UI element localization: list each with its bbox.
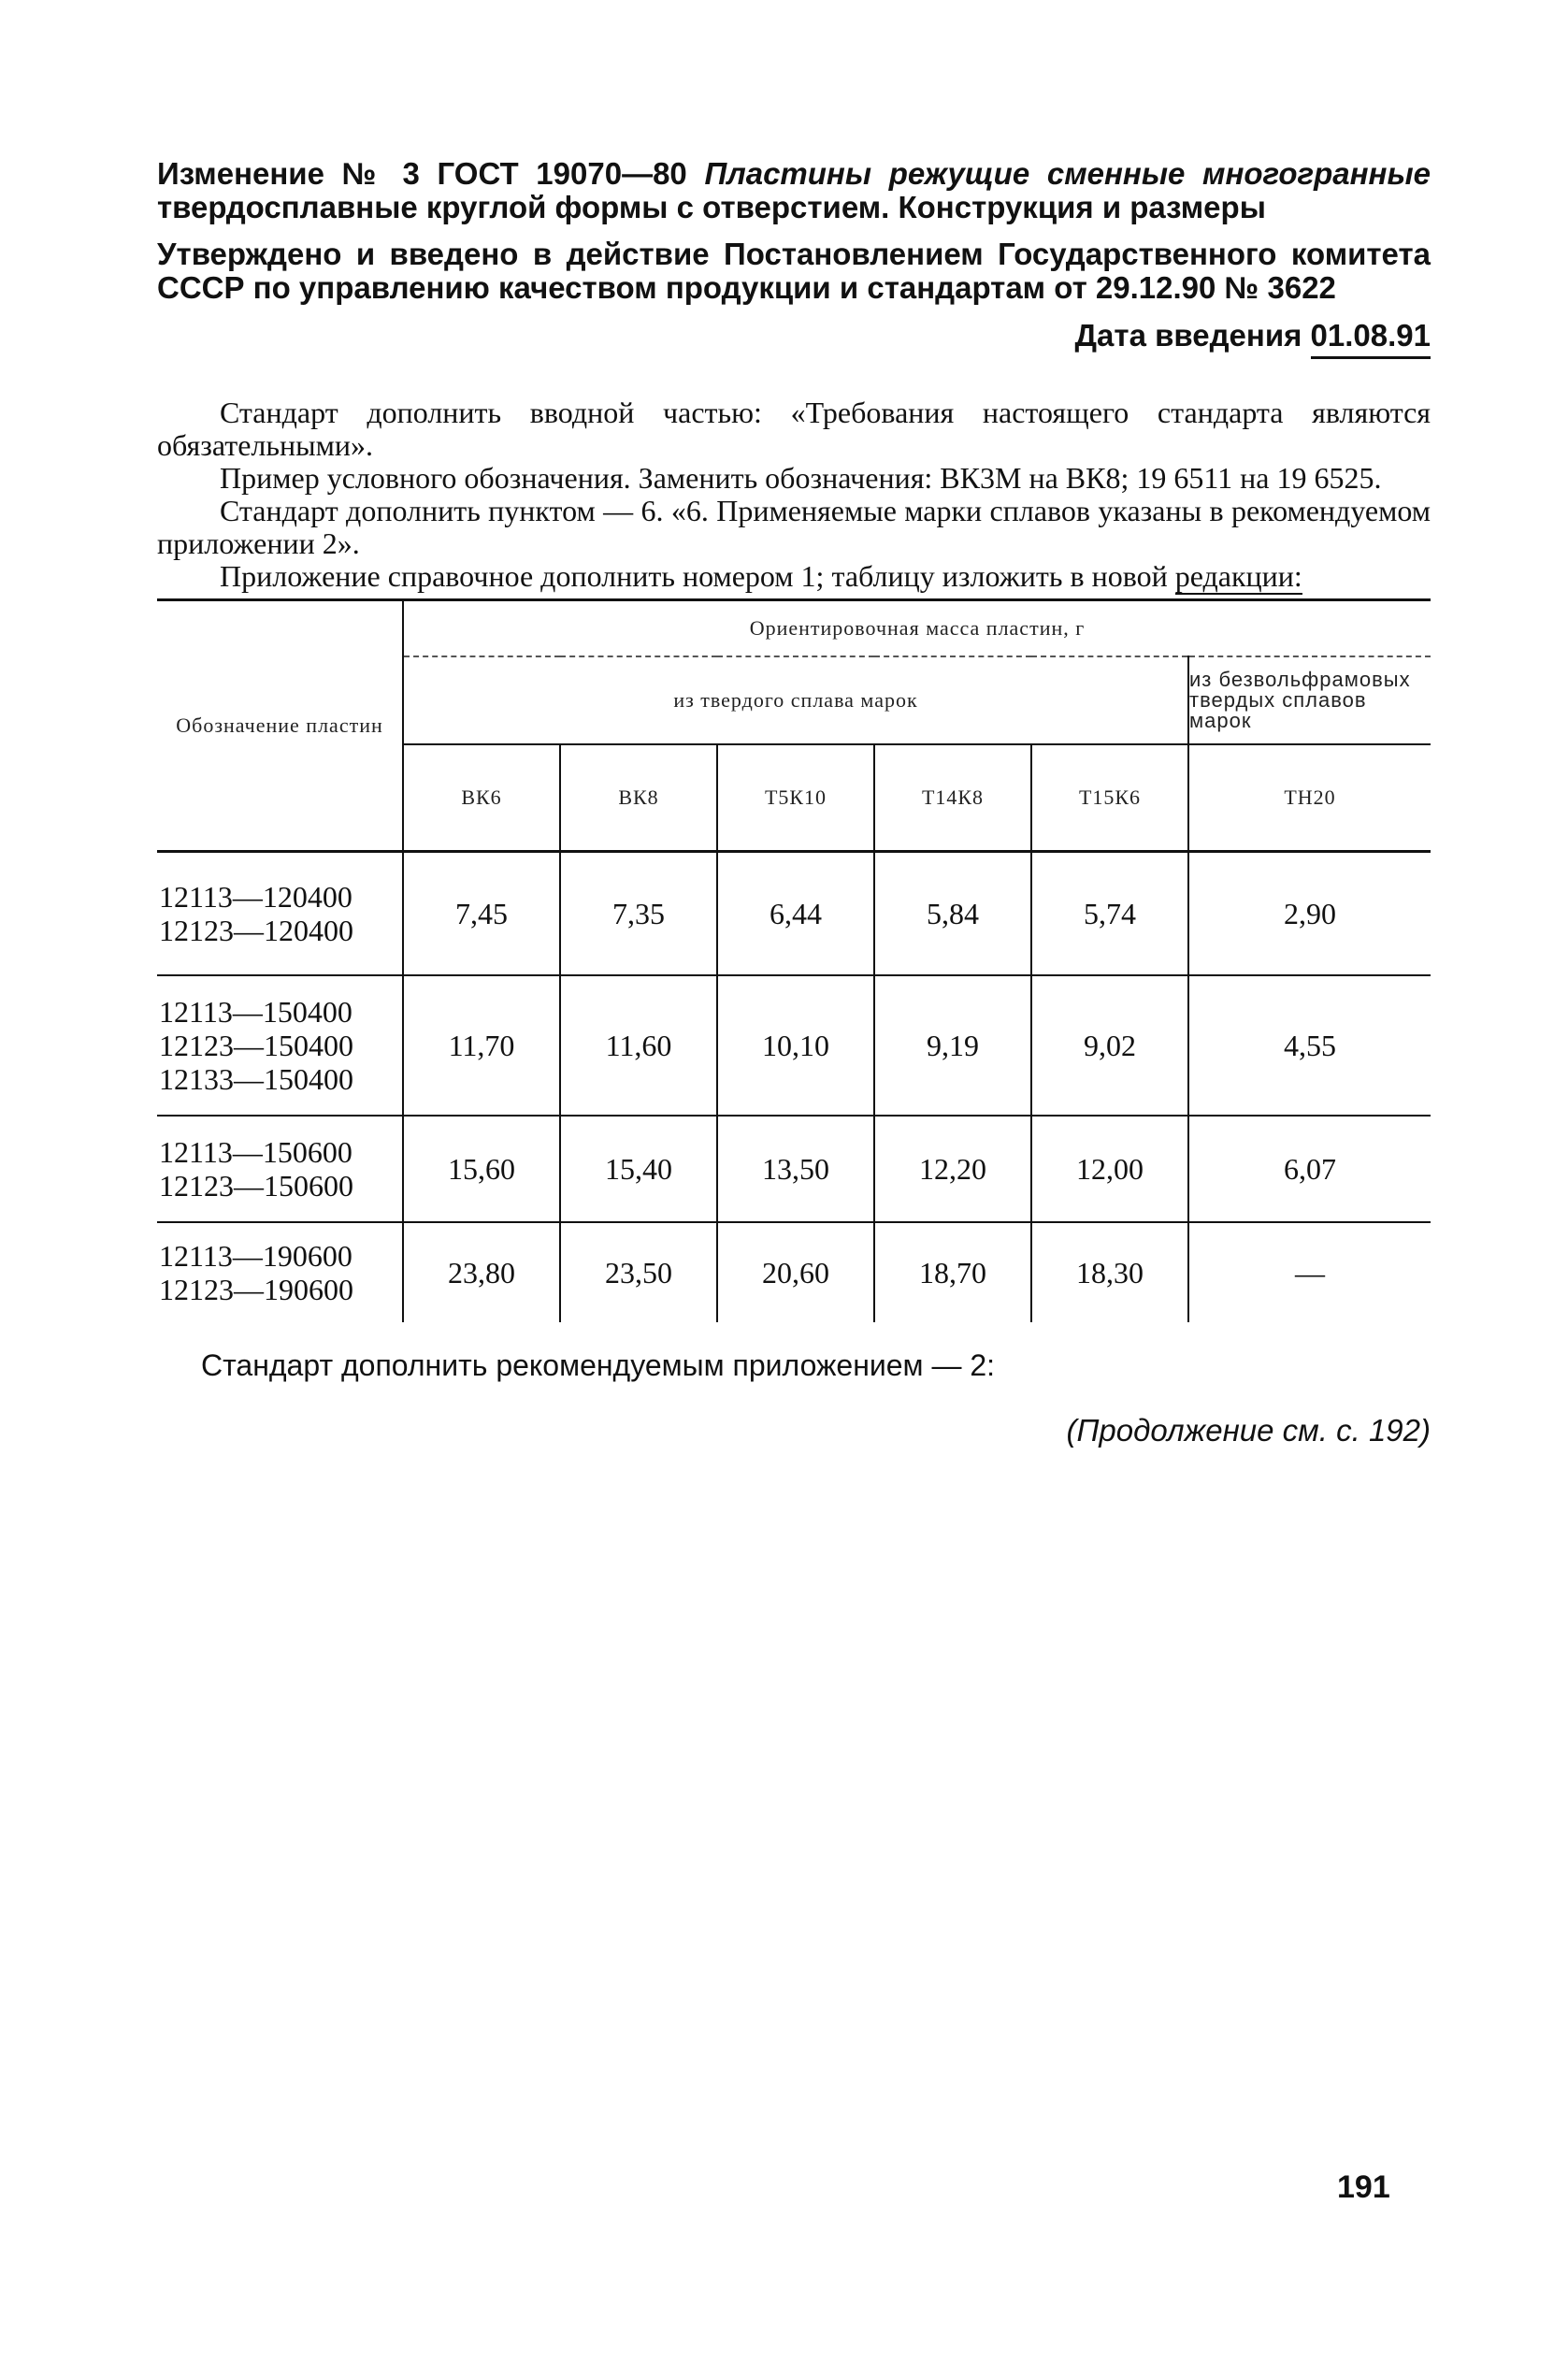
designation-cell (157, 1116, 403, 1222)
mass-cell: 18,70 (874, 1222, 1031, 1322)
hard-alloy-header: из твердого сплава марок (403, 656, 1188, 744)
mass-cell: 9,02 (1031, 975, 1188, 1116)
designation-cell (157, 852, 403, 976)
grade-header: ТН20 (1188, 744, 1431, 852)
grade-header: Т5К10 (717, 744, 874, 852)
paragraph-3: Стандарт дополнить пунктом — 6. «6. Применяемые марки сплавов указаны в рекомендуемом приложении 2». (157, 494, 1431, 560)
mass-cell: 13,50 (717, 1116, 874, 1222)
grade-header: ВК8 (560, 744, 717, 852)
continuation-note: (Продолжение см. с. 192) (1066, 1413, 1431, 1448)
appendix-note: Стандарт дополнить рекомендуемым приложением — 2: (201, 1348, 996, 1382)
grade-header: Т15К6 (1031, 744, 1188, 852)
mass-cell: 4,55 (1188, 975, 1431, 1116)
approval-statement: Утверждено и введено в действие Постановлением Государственного комитета СССР по управлению качеством продукции и стандартам от 29.12.90 № 3622 (157, 237, 1431, 305)
mass-cell: 18,30 (1031, 1222, 1188, 1322)
mass-cell: 6,44 (717, 852, 874, 976)
plate-mass-table (157, 598, 1431, 1322)
designation-code: 12113—150600 (159, 1135, 352, 1169)
paragraph-1: Стандарт дополнить вводной частью: «Требования настоящего стандарта являются обязательными». (157, 396, 1431, 462)
table-row (157, 1116, 1431, 1222)
designation-header: Обозначение пластин (157, 600, 403, 852)
mass-cell: 15,60 (403, 1116, 560, 1222)
amendment-heading (157, 157, 1431, 224)
paragraph-2: Пример условного обозначения. Заменить обозначения: ВК3М на ВК8; 19 6511 на 19 6525. (220, 461, 1382, 495)
designation-cell (157, 975, 403, 1116)
page-number: 191 (1337, 2169, 1390, 2205)
mass-cell: 2,90 (1188, 852, 1431, 976)
paragraph-4-underlined: редакции: (1174, 559, 1302, 593)
mass-cell: — (1295, 1255, 1325, 1290)
mass-cell: 10,10 (717, 975, 874, 1116)
designation-code: 12123—190600 (159, 1273, 353, 1306)
mass-cell: 20,60 (717, 1222, 874, 1322)
mass-cell: 9,19 (874, 975, 1031, 1116)
tungsten-free-header: из безвольфрамовых твердых сплавов марок (1188, 656, 1431, 744)
paragraph-4 (157, 560, 1431, 593)
mass-cell: 15,40 (560, 1116, 717, 1222)
designation-code: 12123—150600 (159, 1169, 353, 1203)
effective-date-line (157, 318, 1431, 353)
table-row (157, 975, 1431, 1116)
amendment-prefix: Изменение № 3 ГОСТ 19070—80 (157, 156, 705, 191)
mass-cell: 5,74 (1031, 852, 1188, 976)
mass-cell: 5,84 (874, 852, 1031, 976)
mass-cell: 11,70 (403, 975, 560, 1116)
designation-code: 12123—150400 (159, 1029, 353, 1062)
mass-cell: 7,35 (560, 852, 717, 976)
designation-code: 12113—190600 (159, 1239, 352, 1273)
mass-cell: 23,50 (560, 1222, 717, 1322)
table-row (157, 1222, 1431, 1322)
grade-header: ВК6 (403, 744, 560, 852)
grade-header: Т14К8 (874, 744, 1031, 852)
designation-code: 12113—150400 (159, 995, 352, 1029)
mass-header: Ориентировочная масса пластин, г (403, 600, 1431, 657)
amendment-rest: твердосплавные круглой формы с отверстием. Конструкция и размеры (157, 190, 1266, 224)
mass-cell: 12,00 (1031, 1116, 1188, 1222)
document-page (157, 157, 1431, 1479)
mass-cell: 11,60 (560, 975, 717, 1116)
mass-cell: 7,45 (403, 852, 560, 976)
designation-code: 12133—150400 (159, 1062, 353, 1096)
designation-cell (157, 1222, 403, 1322)
amendment-title: Пластины режущие сменные многогранные (704, 156, 1431, 191)
mass-cell: 12,20 (874, 1116, 1031, 1222)
designation-code: 12113—120400 (159, 880, 352, 914)
effective-date-value: 01.08.91 (1311, 318, 1431, 359)
designation-code: 12123—120400 (159, 914, 353, 947)
table-row (157, 852, 1431, 976)
mass-cell: 23,80 (403, 1222, 560, 1322)
mass-cell: 6,07 (1188, 1116, 1431, 1222)
paragraph-4-text: Приложение справочное дополнить номером 1; таблицу изложить в новой (220, 559, 1175, 593)
effective-date-label: Дата введения (1074, 318, 1311, 353)
